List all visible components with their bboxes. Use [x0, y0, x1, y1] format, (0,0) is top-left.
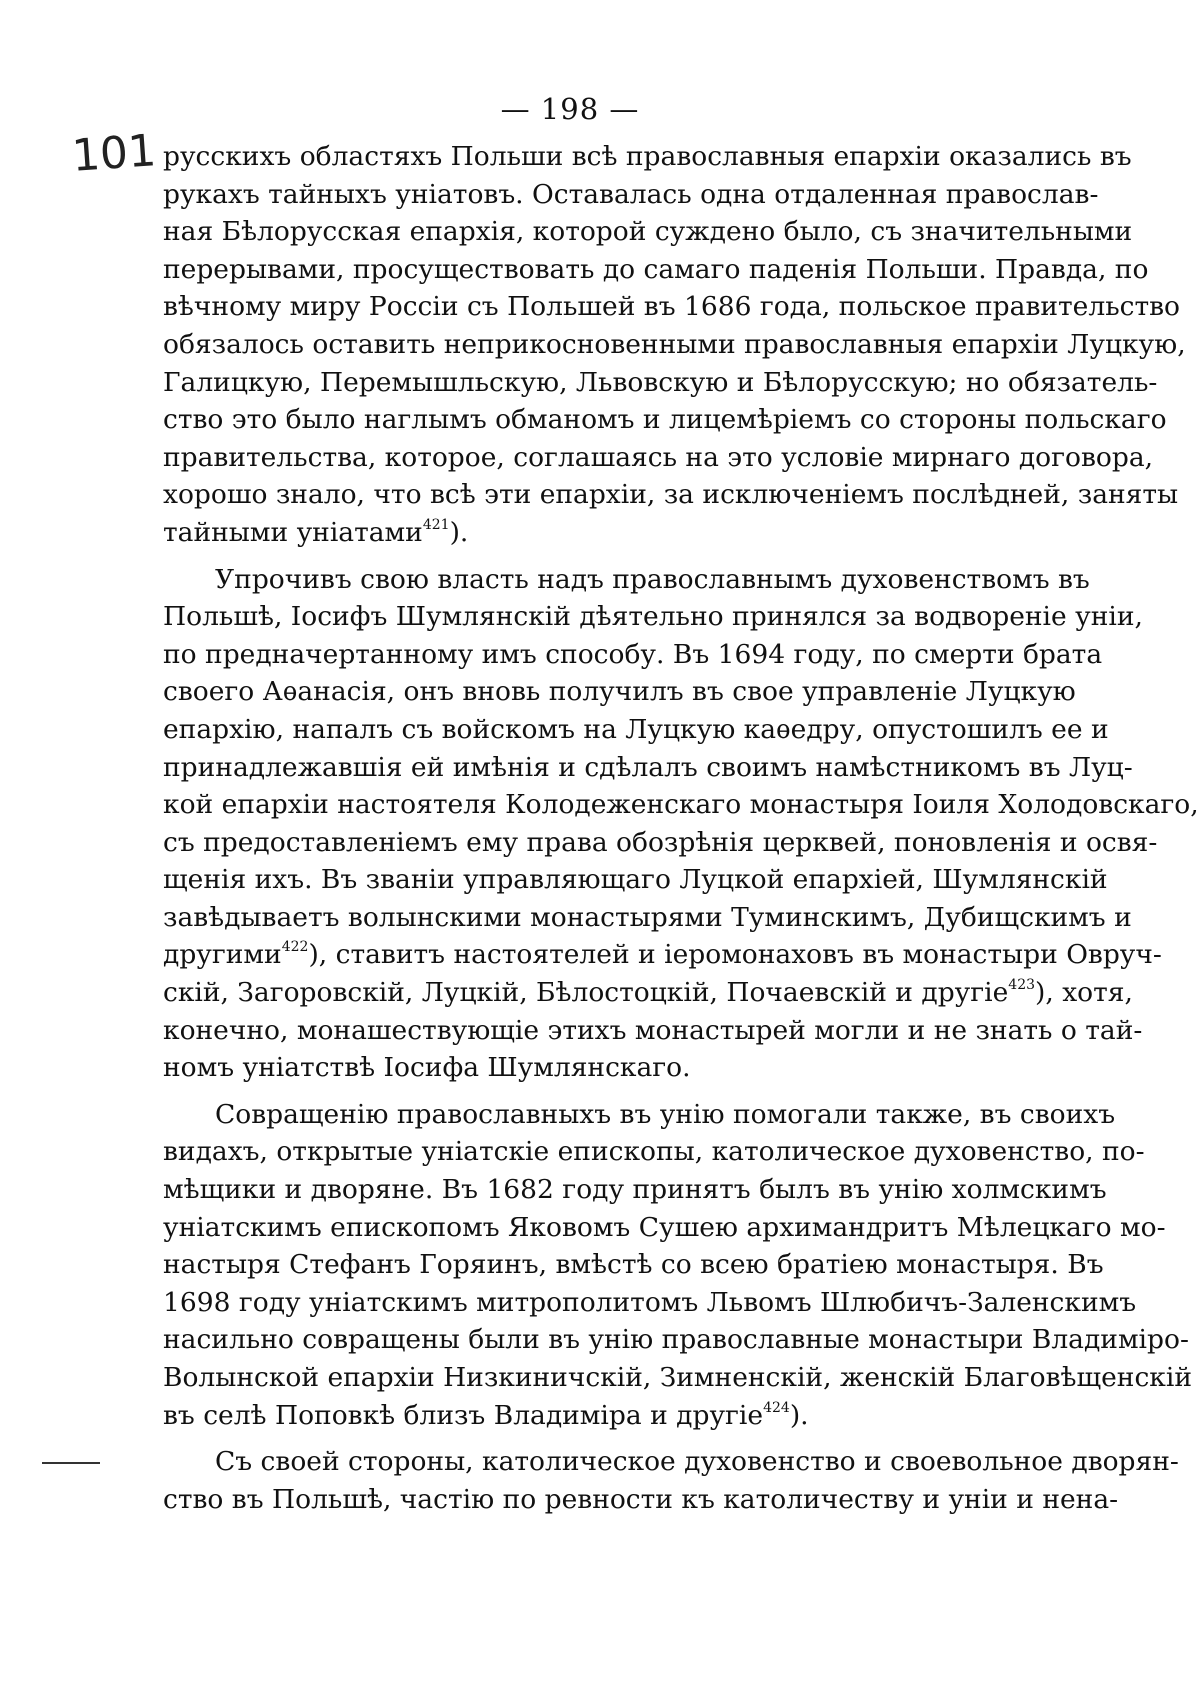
text-line — [163, 824, 1158, 862]
line-text: принадлежавшія ей имѣнія и сдѣлалъ своимъ намѣстникомъ въ Луц- — [163, 751, 1133, 783]
text-line — [163, 1443, 1179, 1481]
text-line — [163, 861, 1108, 899]
line-text: рукахъ тайныхъ уніатовъ. Оставалась одна отдаленная православ- — [163, 178, 1099, 210]
line-text: уніатскимъ епископомъ Яковомъ Сушею архимандритъ Мѣлецкаго мо- — [163, 1211, 1166, 1243]
text-line — [163, 439, 1154, 477]
line-text: русскихъ областяхъ Польши всѣ православныя епархіи оказались въ — [163, 141, 1132, 172]
line-text: Волынской епархіи Низкиничскій, Зимненскій, женскій Благовѣщенскій — [163, 1362, 1192, 1393]
text-line — [163, 561, 1090, 599]
text-line — [163, 936, 1162, 974]
text-line — [163, 401, 1167, 439]
text-line — [163, 1321, 1189, 1359]
line-text: хорошо знало, что всѣ эти епархіи, за исключеніемъ послѣдней, заняты — [163, 479, 1179, 511]
paragraph — [163, 1096, 1192, 1434]
text-line — [163, 1171, 1107, 1209]
line-text: епархію, напалъ съ войскомъ на Луцкую каѳедру, опустошилъ ее и — [163, 713, 1109, 745]
text-line — [163, 598, 1143, 636]
text-line — [163, 1209, 1166, 1247]
line-text: ство въ Польшѣ, частію по ревности къ католичеству и уніи и нена- — [163, 1483, 1119, 1515]
line-text: въ селѣ Поповкѣ близъ Владиміра и другіе — [163, 1399, 764, 1431]
text-line — [163, 1012, 1143, 1050]
text-line — [163, 786, 1199, 824]
line-text: конечно, монашествующіе этихъ монастырей могли и не знать о тай- — [163, 1014, 1143, 1046]
text-line — [163, 251, 1149, 289]
text-line — [163, 1049, 1053, 1087]
paragraph-gap — [163, 1434, 1053, 1443]
text-line — [163, 673, 1076, 711]
line-text: ство это было наглымъ обманомъ и лицемѣріемъ со стороны польскаго — [163, 404, 1167, 436]
footnote-ref: 422 — [281, 939, 309, 956]
line-text: мѣщики и дворяне. Въ 1682 году принятъ былъ въ унію холмскимъ — [163, 1174, 1107, 1206]
footnote-rule — [42, 1462, 100, 1464]
line-text: насильно совращены были въ унію православные монастыри Владиміро- — [163, 1324, 1189, 1356]
text-line — [163, 1096, 1116, 1134]
text-line — [163, 1246, 1104, 1284]
text-line — [163, 1133, 1145, 1171]
text-line — [163, 1359, 1192, 1397]
line-text: правительства, которое, соглашаясь на это условіе мирнаго договора, — [163, 441, 1154, 473]
line-text: Польшѣ, Іосифъ Шумлянскій дѣятельно принялся за водвореніе уніи, — [163, 601, 1143, 633]
line-text: 1698 году уніатскимъ митрополитомъ Львомъ Шлюбичъ-Заленскимъ — [163, 1286, 1137, 1318]
paragraph — [163, 138, 1186, 552]
line-text-after-ref: ), хотя, — [1035, 977, 1133, 1009]
line-text-after-ref: ). — [449, 516, 469, 548]
text-line — [163, 1397, 1053, 1435]
line-text: видахъ, открытые уніатскіе епископы, католическое духовенство, по- — [163, 1136, 1145, 1168]
text-line — [163, 749, 1133, 787]
line-text: скій, Загоровскій, Луцкій, Бѣлостоцкій, Почаевскій и другіе — [163, 977, 1009, 1009]
line-text: Упрочивъ свою власть надъ православнымъ духовенствомъ въ — [215, 563, 1090, 595]
text-line — [163, 476, 1179, 514]
line-text: номъ уніатствѣ Іосифа Шумлянскаго. — [163, 1052, 691, 1084]
line-text: съ предоставленіемъ ему права обозрѣнія церквей, поновленія и освя- — [163, 826, 1158, 858]
line-text-after-ref: ). — [789, 1399, 809, 1431]
text-line — [163, 138, 1132, 176]
line-text: Галицкую, Перемышльскую, Львовскую и Бѣлорусскую; но обязатель- — [163, 366, 1158, 398]
text-line — [163, 326, 1186, 364]
text-line — [163, 288, 1181, 326]
line-text: вѣчному миру Россіи съ Польшей въ 1686 года, польское правительство — [163, 291, 1181, 323]
line-text: своего Аѳанасія, онъ вновь получилъ въ свое управленіе Луцкую — [163, 676, 1076, 708]
line-text: щенія ихъ. Въ званіи управляющаго Луцкой епархіей, Шумлянскій — [163, 864, 1108, 896]
line-text: обязалось оставить неприкосновенными православныя епархіи Луцкую, — [163, 328, 1186, 360]
footnote-ref: 423 — [1008, 977, 1036, 994]
paragraph-gap — [163, 1087, 1053, 1096]
line-text: ная Бѣлорусская епархія, которой суждено было, съ значительными — [163, 216, 1133, 248]
line-text: тайными уніатами — [163, 516, 423, 548]
text-line — [163, 974, 1133, 1012]
line-text: Съ своей стороны, католическое духовенство и своевольное дворян- — [215, 1446, 1179, 1478]
paragraph-gap — [163, 552, 1053, 561]
text-line — [163, 711, 1109, 749]
line-text: перерывами, просуществовать до самаго паденія Польши. Правда, по — [163, 253, 1149, 285]
text-line — [163, 636, 1103, 674]
body-text — [163, 138, 1199, 1518]
line-text: Совращенію православныхъ въ унію помогали также, въ своихъ — [215, 1098, 1116, 1130]
paragraph — [163, 1443, 1179, 1518]
text-line — [163, 899, 1132, 937]
handwritten-margin-note: 101 — [70, 125, 158, 182]
page-number: — 198 — — [500, 92, 640, 126]
text-line — [163, 364, 1158, 402]
line-text: кой епархіи настоятеля Колодеженскаго монастыря Іоиля Холодовскаго, — [163, 789, 1199, 821]
footnote-ref: 421 — [422, 516, 450, 533]
text-line — [163, 213, 1133, 251]
line-text-after-ref: ), ставитъ настоятелей и іеромонаховъ въ монастыри Овруч- — [308, 939, 1162, 971]
text-line — [163, 514, 1053, 552]
text-line — [163, 176, 1099, 214]
line-text: по предначертанному имъ способу. Въ 1694 году, по смерти брата — [163, 638, 1103, 670]
paragraph — [163, 561, 1199, 1087]
footnote-ref: 424 — [763, 1399, 790, 1416]
line-text: настыря Стефанъ Горяинъ, вмѣстѣ со всею братіею монастыря. Въ — [163, 1249, 1104, 1281]
text-line — [163, 1284, 1137, 1322]
text-line — [163, 1481, 1119, 1519]
line-text: другими — [163, 939, 282, 971]
line-text: завѣдываетъ волынскими монастырями Туминскимъ, Дубищскимъ и — [163, 901, 1132, 933]
